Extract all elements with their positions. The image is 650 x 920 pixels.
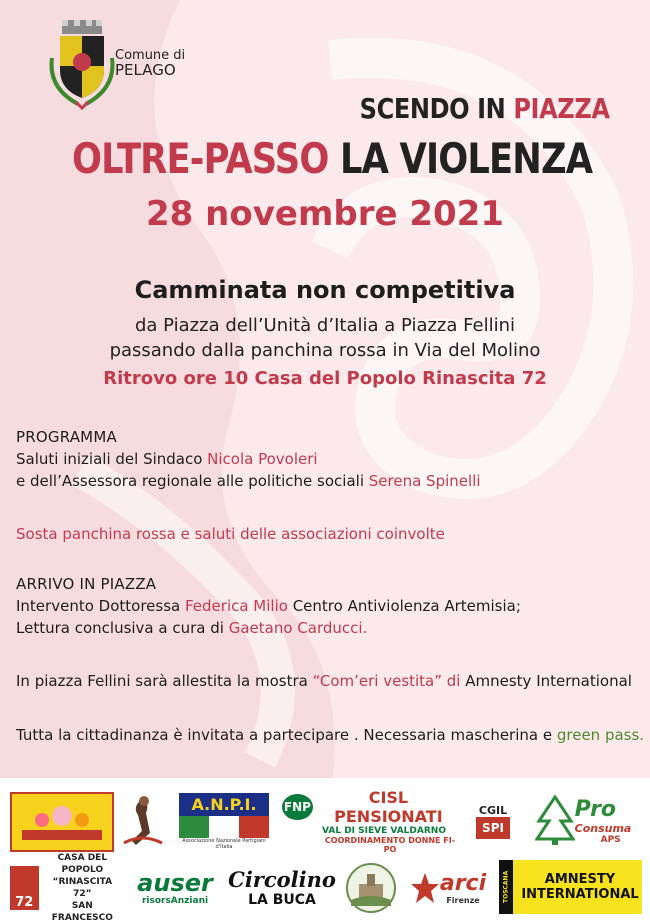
- arrivo-heading: ARRIVO IN PIAZZA: [16, 575, 157, 593]
- characters-icon: [17, 802, 107, 842]
- invito-line: [16, 724, 646, 746]
- event-title: Camminata non competitiva: [134, 276, 516, 304]
- coat-of-arms-icon: [48, 18, 118, 110]
- r72-badge: 72: [10, 866, 39, 910]
- meeting-point: Ritrovo ore 10 Casa del Popolo Rinascita 72: [103, 368, 547, 389]
- municipality-name: [115, 48, 185, 78]
- anpi-title: A.N.P.I.: [179, 793, 269, 816]
- municipality-line1: Comune di: [115, 48, 186, 63]
- mostra-line: [16, 670, 646, 692]
- event-route: [0, 313, 650, 363]
- fnp-badge: FNP: [282, 794, 313, 820]
- programma-line1-text: Saluti iniziali del Sindaco: [16, 450, 208, 468]
- association-figure-logo: [118, 792, 168, 850]
- dottoressa-name: Federica Milio: [184, 597, 288, 615]
- auser-title: auser: [137, 869, 213, 897]
- casa-line2: “RINASCITA 72”: [52, 877, 113, 899]
- oltre-passo-text: OLTRE-PASSO: [72, 134, 329, 183]
- green-pass-text: green pass.: [556, 726, 645, 744]
- arci-subtitle: Firenze: [446, 895, 480, 905]
- cgil-spi-logo: [474, 792, 512, 850]
- tree-icon: [535, 795, 575, 847]
- cisl-sub1: VAL DI SIEVE VALDARNO: [322, 826, 446, 836]
- italian-flag-icon: [179, 816, 269, 838]
- event-date: 28 novembre 2021: [146, 194, 504, 234]
- figure-icon: [120, 793, 166, 849]
- amnesty-logo: [500, 860, 642, 914]
- aps-text: APS: [600, 835, 621, 845]
- village-icon: [345, 862, 397, 914]
- mostra-organizer: Amnesty International: [460, 672, 632, 690]
- circolino-logo: [228, 864, 336, 912]
- anpi-subtitle: Associazione Nazionale Partigiani d'Italia: [182, 837, 266, 850]
- sponsor-logos: [0, 778, 650, 920]
- anpi-logo: [176, 792, 272, 850]
- programma-section: [16, 426, 646, 492]
- cisl-sub2: COORDINAMENTO DONNE FI-PO: [324, 836, 456, 854]
- programma-line2-text: e dell’Assessora regionale alle politiche sociali: [16, 472, 369, 490]
- route-line2: passando dalla panchina rossa in Via del Molino: [109, 340, 541, 361]
- mostra-text: In piazza Fellini sarà allestita la mostra: [16, 672, 313, 690]
- cgil-text: CGIL: [478, 803, 508, 817]
- piazza-text: PIAZZA: [513, 92, 610, 125]
- programma-line2: [16, 470, 646, 492]
- consuma-creativa-logo: [10, 792, 114, 852]
- assessora-name: Serena Spinelli: [368, 472, 481, 490]
- arrivo-line2-text: Lettura conclusiva a cura di: [16, 619, 229, 637]
- centro-text: Centro Antiviolenza Artemisia;: [287, 597, 521, 615]
- circolino-subtitle: LA BUCA: [248, 892, 316, 908]
- la-violenza-text: LA VIOLENZA: [328, 134, 593, 183]
- toscana-label: TOSCANA: [499, 860, 513, 914]
- arrivo-line2: [16, 617, 646, 639]
- cisl-pensionati-logo: [282, 788, 458, 854]
- headline-main: [72, 134, 593, 183]
- municipality-line2: PELAGO: [115, 61, 176, 79]
- programma-line1: [16, 448, 646, 470]
- invito-text: Tutta la cittadinanza è invitata a partecipare . Necessaria mascherina e: [16, 726, 557, 744]
- pro-text: Pro: [574, 797, 617, 822]
- pro-consuma-logo: [524, 792, 642, 850]
- circolino-title: Circolino: [228, 867, 336, 892]
- spi-text: SPI: [476, 817, 510, 839]
- amnesty-line1: AMNESTY: [544, 872, 616, 887]
- arrivo-section: [16, 573, 646, 639]
- sosta-line: Sosta panchina rossa e saluti delle associazioni coinvolte: [16, 525, 445, 543]
- casa-line1: CASA DEL POPOLO: [57, 853, 108, 875]
- sindaco-name: Nicola Povoleri: [207, 450, 318, 468]
- star-icon: [410, 871, 440, 905]
- scendo-text: SCENDO IN: [360, 92, 514, 125]
- consuma-text: Consuma: [574, 822, 632, 835]
- auser-logo: [128, 864, 222, 912]
- arci-logo: [406, 864, 490, 912]
- headline-scendo: [360, 92, 610, 125]
- route-line1: da Piazza dell’Unità d’Italia a Piazza Fellini: [135, 315, 515, 336]
- amnesty-line2: INTERNATIONAL: [521, 887, 639, 902]
- arrivo-line1-text: Intervento Dottoressa: [16, 597, 185, 615]
- programma-heading: PROGRAMMA: [16, 428, 117, 446]
- arci-title: arci: [439, 870, 487, 896]
- casa-del-popolo-logo: [10, 853, 122, 920]
- lettore-name: Gaetano Carducci.: [228, 619, 368, 637]
- mostra-title: “Com’eri vestita” di: [312, 672, 461, 690]
- auser-subtitle: risorsAnziani: [141, 896, 209, 906]
- cisl-title: CISL PENSIONATI: [334, 788, 443, 826]
- arrivo-line1: [16, 595, 646, 617]
- village-seal-logo: [344, 862, 398, 914]
- casa-line3: SAN FRANCESCO: [51, 901, 113, 920]
